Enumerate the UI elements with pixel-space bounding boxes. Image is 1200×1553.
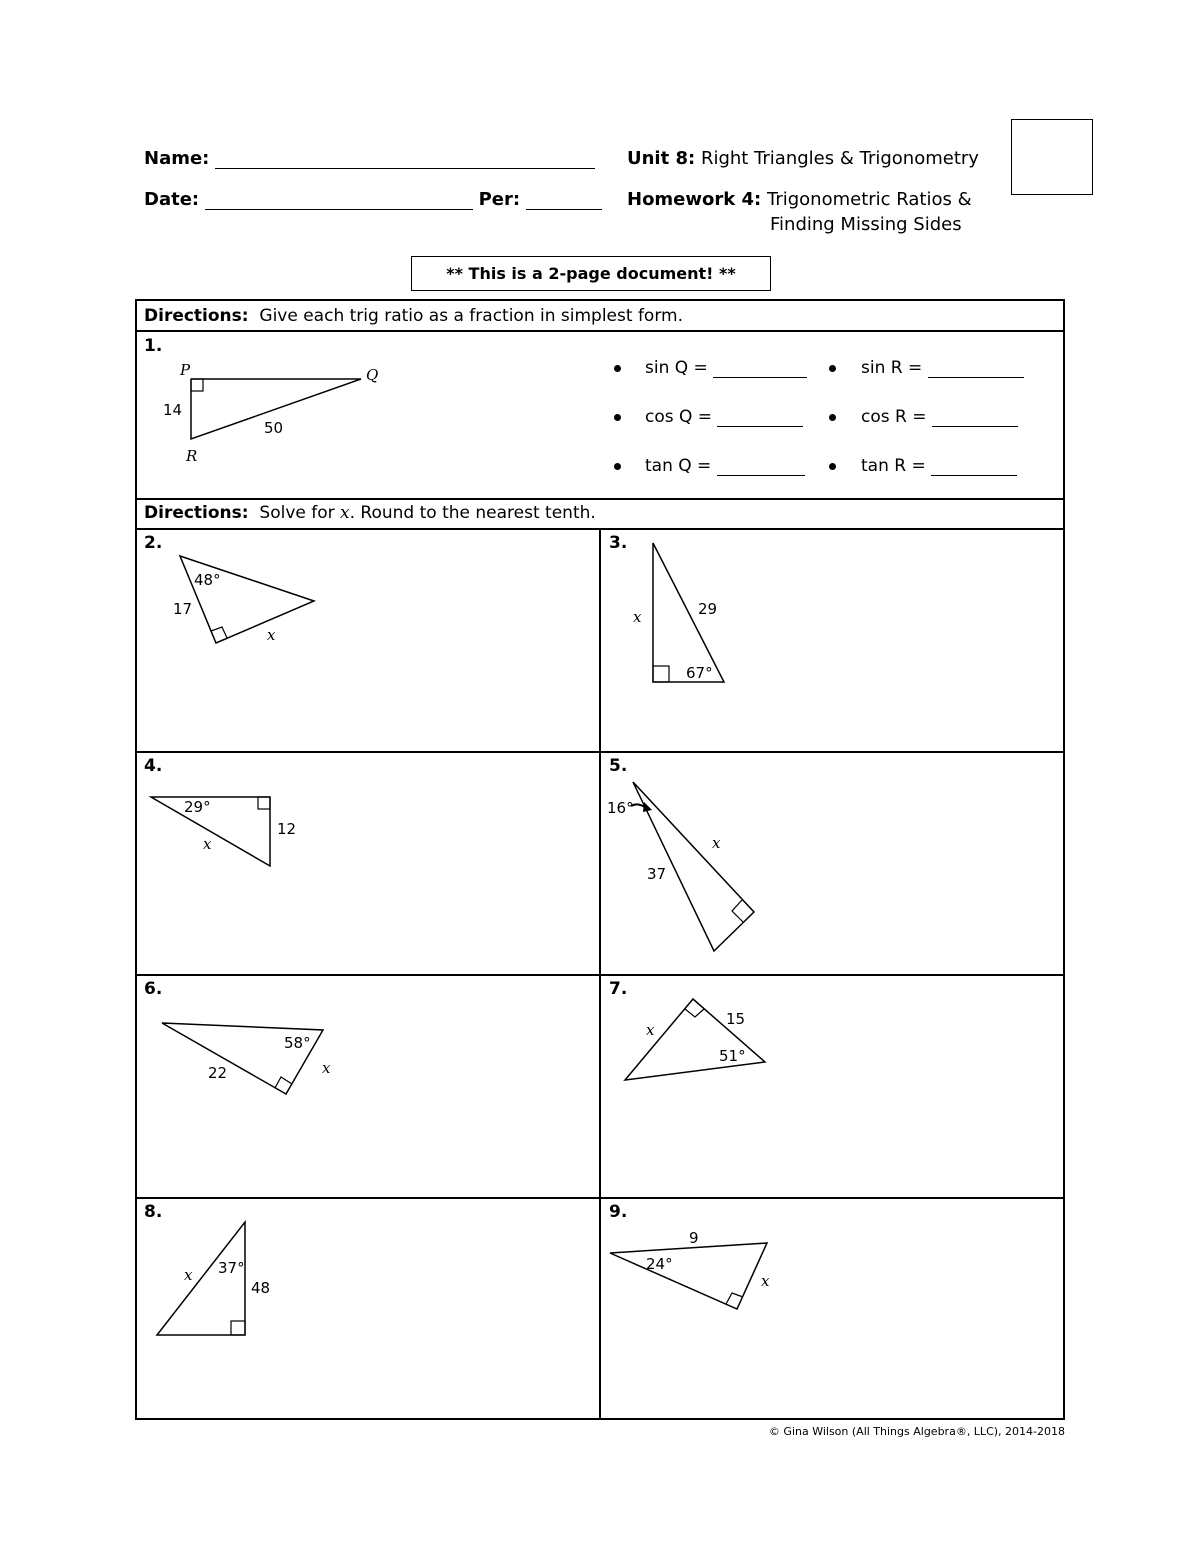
- side-label: 48: [251, 1279, 271, 1297]
- right-angle-mark: [191, 379, 203, 391]
- directions-label: Directions:: [144, 503, 249, 523]
- side-label: 15: [726, 1010, 746, 1028]
- problem-number: 7.: [609, 979, 628, 999]
- date-field: [144, 189, 602, 210]
- name-blank[interactable]: [215, 152, 595, 169]
- copyright-footer: © Gina Wilson (All Things Algebra®, LLC), 2014-2018: [768, 1425, 1065, 1438]
- side-label: 29: [698, 600, 718, 618]
- unit-title: [627, 148, 979, 169]
- per-blank[interactable]: [526, 193, 602, 210]
- homework-title-line1: Trigonometric Ratios &: [766, 189, 972, 210]
- homework-label: Homework 4:: [627, 189, 762, 210]
- problem-number: 6.: [144, 979, 163, 999]
- triangle-outline: [157, 1222, 245, 1335]
- homework-title: [627, 189, 972, 210]
- sin-q-answer[interactable]: [713, 363, 807, 378]
- side-label: 17: [173, 600, 193, 618]
- unknown-label: x: [646, 1021, 655, 1039]
- directions-text: . Round to the nearest tenth.: [349, 503, 596, 523]
- angle-label: 67°: [686, 664, 713, 682]
- tan-r-item: [861, 456, 1017, 476]
- unknown-label: x: [633, 608, 642, 626]
- angle-label: 16°: [607, 799, 634, 817]
- cos-r-answer[interactable]: [932, 412, 1018, 427]
- cos-r-item: [861, 407, 1018, 427]
- bullet: [829, 414, 836, 421]
- sin-r-label: sin R =: [861, 358, 923, 378]
- directions-label: Directions:: [144, 306, 249, 326]
- unknown-label: x: [267, 626, 276, 644]
- right-angle-mark: [685, 1009, 704, 1017]
- angle-label: 37°: [218, 1259, 245, 1277]
- triangle-problem-4: [140, 785, 310, 875]
- right-angle-mark: [653, 666, 669, 682]
- name-field: [144, 148, 595, 169]
- problem-number: 2.: [144, 533, 163, 553]
- sin-q-label: sin Q =: [645, 358, 708, 378]
- angle-label: 24°: [646, 1255, 673, 1273]
- two-page-notice: ** This is a 2-page document! **: [411, 256, 771, 291]
- unit-title-text: Right Triangles & Trigonometry: [700, 148, 979, 169]
- cos-q-label: cos Q =: [645, 407, 713, 427]
- side-label: 37: [647, 865, 667, 883]
- triangle-problem-8: [150, 1215, 290, 1345]
- name-label: Name:: [144, 148, 210, 169]
- triangle-problem-6: [150, 1010, 340, 1105]
- angle-label: 58°: [284, 1034, 311, 1052]
- problem-number: 1.: [144, 336, 163, 356]
- vertex-q-label: Q: [366, 366, 379, 384]
- cos-q-answer[interactable]: [717, 412, 803, 427]
- angle-label: 51°: [719, 1047, 746, 1065]
- directions-text: Give each trig ratio as a fraction in simplest form.: [259, 306, 683, 326]
- bullet: [614, 463, 621, 470]
- right-angle-mark: [231, 1321, 245, 1335]
- divider: [135, 330, 1065, 332]
- problem-number: 5.: [609, 756, 628, 776]
- divider: [135, 498, 1065, 500]
- directions-1: [144, 306, 683, 326]
- score-box[interactable]: [1011, 119, 1093, 195]
- unit-label: Unit 8:: [627, 148, 696, 169]
- unknown-label: x: [761, 1272, 770, 1290]
- right-angle-mark: [258, 797, 270, 809]
- side-label: 12: [277, 820, 297, 838]
- directions-variable: x: [340, 503, 350, 523]
- per-label: Per:: [478, 189, 521, 210]
- bullet: [829, 463, 836, 470]
- unknown-label: x: [184, 1266, 193, 1284]
- tan-r-answer[interactable]: [931, 461, 1017, 476]
- sin-r-item: [861, 358, 1024, 378]
- sin-r-answer[interactable]: [928, 363, 1024, 378]
- tan-q-answer[interactable]: [717, 461, 805, 476]
- bullet: [614, 414, 621, 421]
- right-angle-mark: [732, 900, 743, 922]
- side-pr-label: 14: [163, 401, 183, 419]
- triangle-problem-5: [600, 775, 770, 960]
- sin-q-item: [645, 358, 807, 378]
- triangle-problem-3: [620, 535, 750, 695]
- cos-r-label: cos R =: [861, 407, 927, 427]
- problem-number: 3.: [609, 533, 628, 553]
- triangle-problem-7: [610, 990, 780, 1090]
- triangle-problem-2: [160, 545, 340, 655]
- problem-number: 9.: [609, 1202, 628, 1222]
- side-label: 9: [689, 1229, 699, 1247]
- bullet: [829, 365, 836, 372]
- triangle-outline: [610, 1243, 767, 1309]
- unknown-label: x: [203, 835, 212, 853]
- right-angle-mark: [275, 1077, 292, 1088]
- date-label: Date:: [144, 189, 200, 210]
- cos-q-item: [645, 407, 803, 427]
- tan-q-item: [645, 456, 805, 476]
- directions-text: Solve for: [259, 503, 335, 523]
- triangle-outline: [180, 556, 314, 643]
- tan-r-label: tan R =: [861, 456, 926, 476]
- vertex-r-label: R: [186, 447, 198, 465]
- problem-number: 4.: [144, 756, 163, 776]
- tan-q-label: tan Q =: [645, 456, 712, 476]
- side-qr-label: 50: [264, 419, 284, 437]
- vertex-p-label: P: [180, 361, 191, 379]
- triangle-problem-9: [600, 1225, 790, 1320]
- unknown-label: x: [322, 1059, 331, 1077]
- side-label: 22: [208, 1064, 228, 1082]
- date-blank[interactable]: [205, 193, 473, 210]
- triangle-pqr: [150, 355, 400, 475]
- homework-title-line2: Finding Missing Sides: [770, 214, 962, 235]
- angle-label: 48°: [194, 571, 221, 589]
- directions-2: [144, 503, 596, 523]
- angle-label: 29°: [184, 798, 211, 816]
- problem-number: 8.: [144, 1202, 163, 1222]
- bullet: [614, 365, 621, 372]
- unknown-label: x: [712, 834, 721, 852]
- angle-pointer-arrowhead: [643, 802, 652, 812]
